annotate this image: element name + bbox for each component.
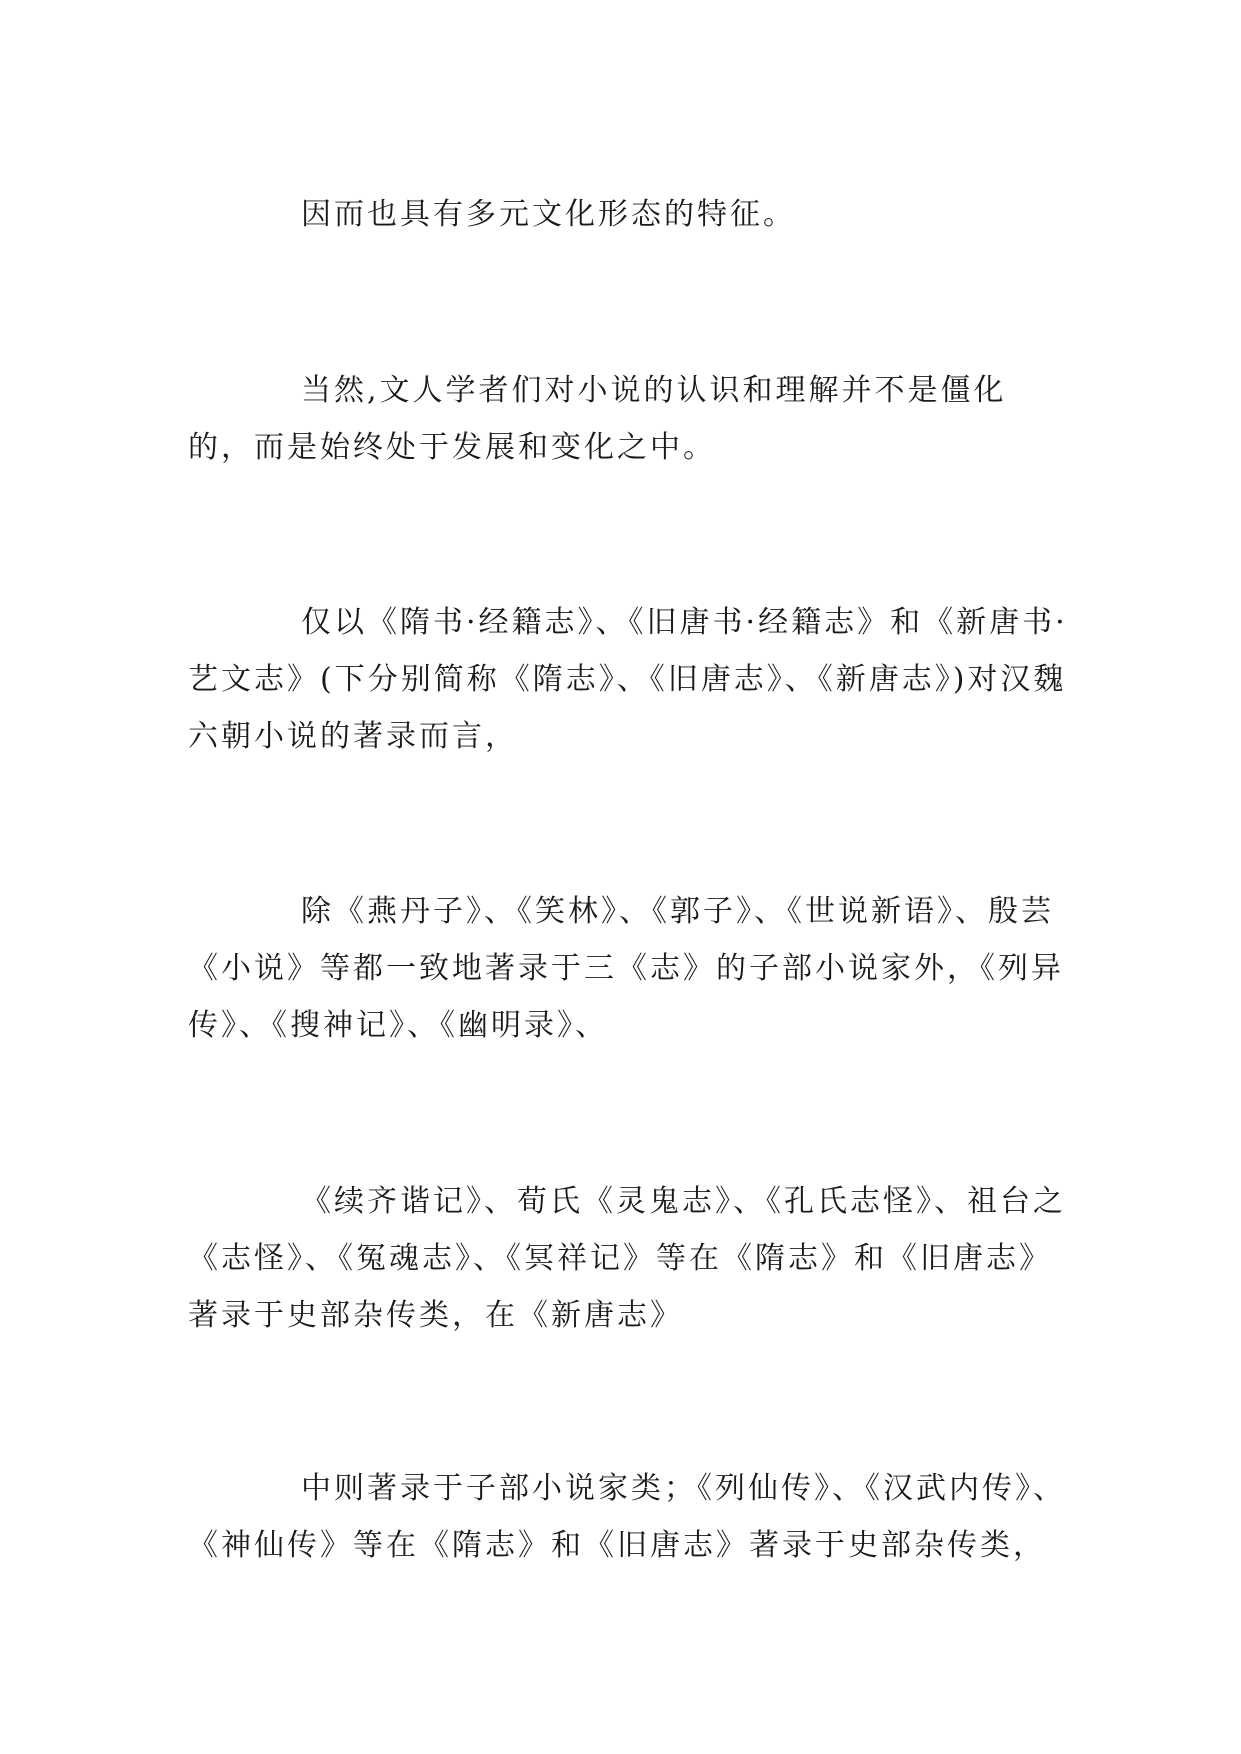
paragraph-1: 因而也具有多元文化形态的特征。 bbox=[301, 197, 796, 232]
paragraph-6: 中则著录于子部小说家类；《列仙传》、《汉武内传》、《神仙传》等在《隋志》和《旧唐志》著录于史部杂传类， bbox=[188, 1471, 1066, 1563]
paragraph-3: 仅以《隋书·经籍志》、《旧唐书·经籍志》和《新唐书·艺文志》(下分别简称《隋志》、《旧唐志》、《新唐志》)对汉魏六朝小说的著录而言， bbox=[188, 605, 1068, 754]
paragraph-4: 除《燕丹子》、《笑林》、《郭子》、《世说新语》、殷芸《小说》等都一致地著录于三《志》的子部小说家外，《列异传》、《搜神记》、《幽明录》、 bbox=[188, 894, 1064, 1043]
paragraph-2: 当然,文人学者们对小说的认识和理解并不是僵化的，而是始终处于发展和变化之中。 bbox=[188, 373, 1007, 465]
paragraph-5: 《续齐谐记》、荀氏《灵鬼志》、《孔氏志怪》、祖台之《志怪》、《冤魂志》、《冥祥记》等在《隋志》和《旧唐志》著录于史部杂传类，在《新唐志》 bbox=[188, 1184, 1066, 1333]
